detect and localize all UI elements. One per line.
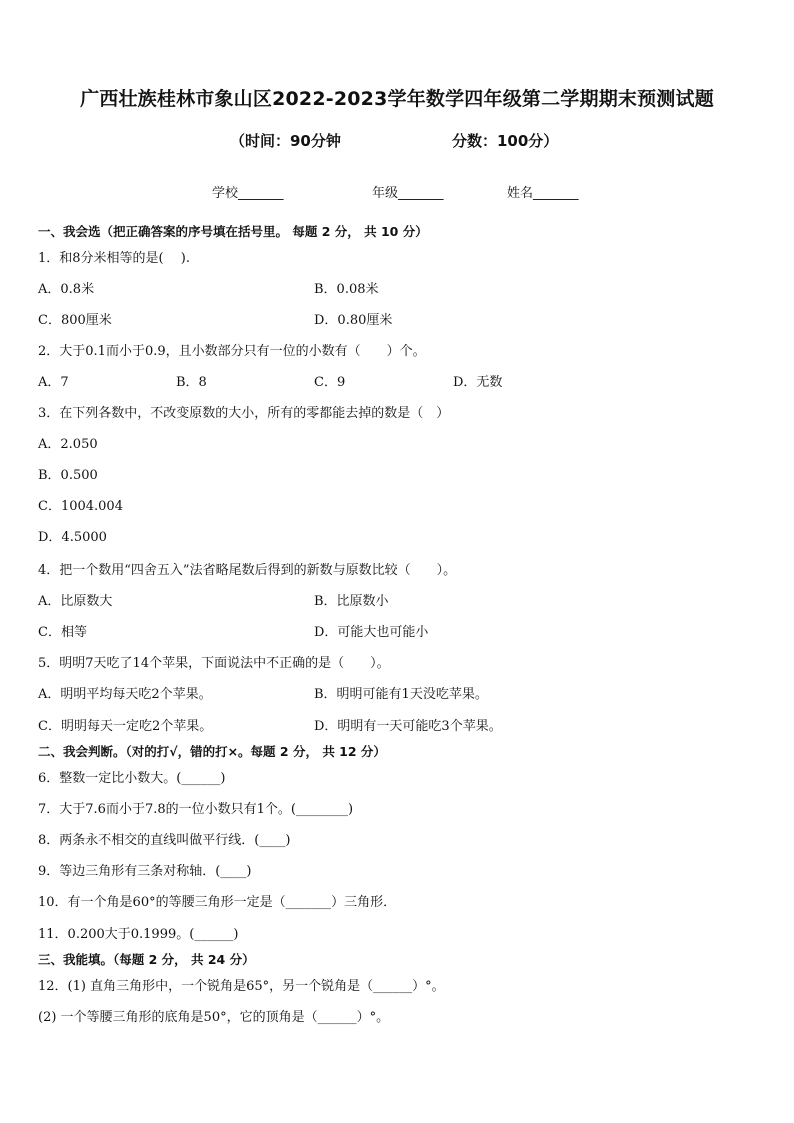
question-9: 9．等边三角形有三条对称轴．(____) [38, 864, 252, 879]
question-5: 5．明明7天吃了14个苹果，下面说法中不正确的是（ ）。 [38, 656, 390, 671]
q2-option-a: A．7 [38, 375, 69, 390]
q2-option-b: B．8 [176, 375, 207, 390]
q4-option-c: C．相等 [38, 625, 87, 640]
section-1-heading: 一、我会选（把正确答案的序号填在括号里。 每题 2 分， 共 10 分） [38, 224, 428, 239]
q4-option-a: A．比原数大 [38, 594, 113, 609]
q3-option-d: D．4.5000 [38, 530, 107, 545]
q4-option-b: B．比原数小 [314, 594, 389, 609]
question-3: 3．在下列各数中，不改变原数的大小，所有的零都能去掉的数是（ ） [38, 406, 450, 421]
q2-option-d: D．无数 [453, 375, 503, 390]
question-8: 8．两条永不相交的直线叫做平行线．(____) [38, 833, 291, 848]
q5-option-d: D．明明有一天可能吃3个苹果。 [314, 719, 502, 734]
q1-option-d: D．0.80厘米 [314, 313, 393, 328]
section-3-heading: 三、我能填。（每题 2 分， 共 24 分） [38, 952, 255, 967]
q1-option-a: A．0.8米 [38, 282, 95, 297]
exam-time: （时间：90分钟 [230, 132, 341, 150]
q1-option-b: B．0.08米 [314, 282, 379, 297]
page-title: 广西壮族桂林市象山区2022-2023学年数学四年级第二学期期末预测试题 [80, 88, 714, 110]
question-12-part-1: 12．(1) 直角三角形中，一个锐角是65°，另一个锐角是（______）°。 [38, 979, 445, 994]
q4-option-d: D．可能大也可能小 [314, 625, 429, 640]
q2-option-c: C．9 [314, 375, 346, 390]
q5-option-b: B．明明可能有1天没吃苹果。 [314, 687, 488, 702]
question-12-part-2: (2) 一个等腰三角形的底角是50°，它的顶角是（______）°。 [38, 1010, 390, 1025]
q5-option-a: A．明明平均每天吃2个苹果。 [38, 687, 212, 702]
question-4: 4．把一个数用“四舍五入”法省略尾数后得到的新数与原数比较（ ）。 [38, 563, 457, 578]
question-6: 6．整数一定比小数大。(______) [38, 771, 226, 786]
section-2-heading: 二、我会判断。（对的打√，错的打×。每题 2 分， 共 12 分） [38, 744, 386, 759]
school-field: 学校_______ [212, 186, 284, 201]
q3-option-c: C．1004.004 [38, 499, 123, 514]
question-7: 7．大于7.6而小于7.8的一位小数只有1个。(________) [38, 802, 354, 817]
name-field: 姓名_______ [507, 186, 579, 201]
q1-option-c: C．800厘米 [38, 313, 112, 328]
question-10: 10．有一个角是60°的等腰三角形一定是（_______）三角形． [38, 895, 397, 910]
exam-score: 分数：100分） [452, 132, 559, 150]
q5-option-c: C．明明每天一定吃2个苹果。 [38, 719, 213, 734]
q3-option-b: B．0.500 [38, 468, 98, 483]
question-11: 11．0.200大于0.1999。(______) [38, 927, 239, 942]
question-1: 1．和8分米相等的是( ). [38, 251, 190, 266]
question-2: 2．大于0.1而小于0.9，且小数部分只有一位的小数有（ ）个。 [38, 344, 426, 359]
q3-option-a: A．2.050 [38, 437, 98, 452]
grade-field: 年级_______ [372, 186, 444, 201]
